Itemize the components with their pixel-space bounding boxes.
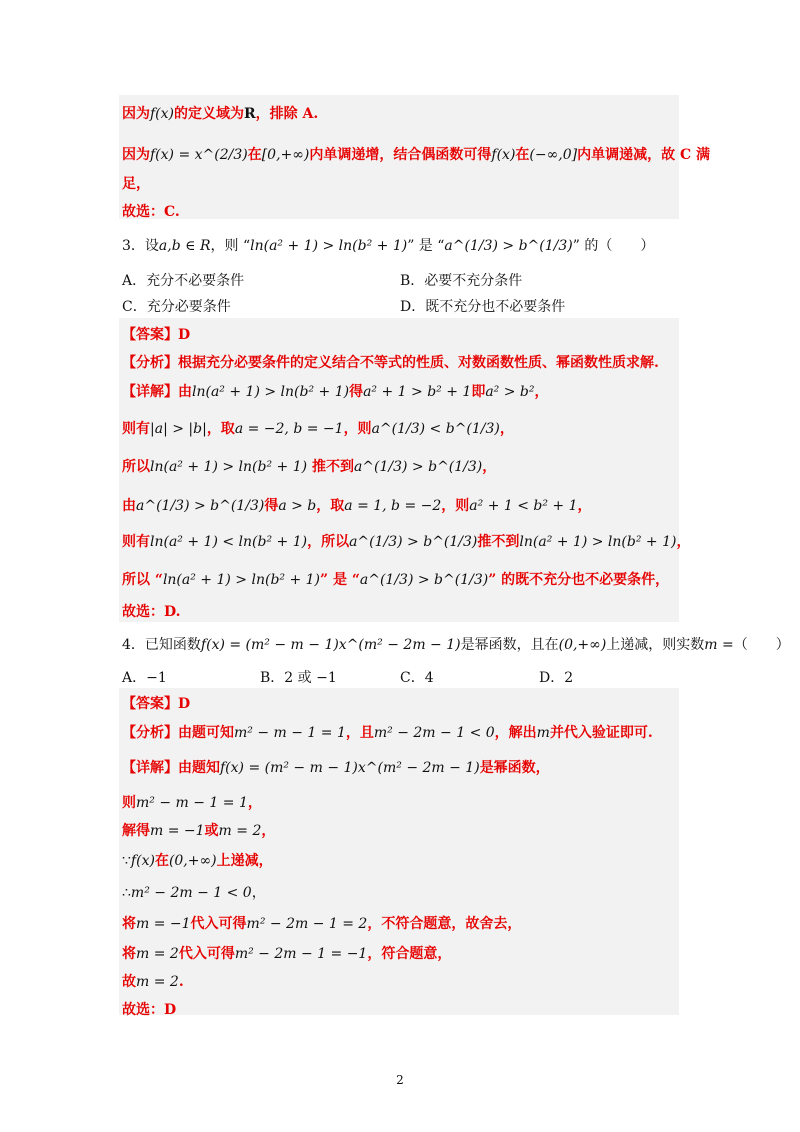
q3-stem: 3．设a,b ∈ R，则 “ln(a² + 1) > ln(b² + 1)” 是 “a^(1/3) > b^(1/3)” 的（ ）	[122, 238, 655, 254]
q3-option-b: B．必要不充分条件	[400, 273, 523, 289]
prev-solution-line1: 因为f(x)的定义域为R，排除 A.	[122, 106, 319, 122]
q4-option-d: D．2	[539, 670, 574, 686]
q3-answer: 【答案】D	[122, 327, 191, 343]
q3-option-c: C．充分必要条件	[122, 299, 231, 315]
q4-step1: 则m² − m − 1 = 1，	[122, 795, 262, 811]
q3-detail-line2: 则有|a| > |b|，取a = −2, b = −1，则a^(1/3) < b^(1/3)，	[122, 421, 514, 437]
q3-option-a: A．充分不必要条件	[122, 273, 245, 289]
q4-detail-intro: 【详解】由题知f(x) = (m² − m − 1)x^(m² − 2m − 1)是幂函数，	[122, 760, 550, 776]
prev-solution-line4: 故选：C.	[122, 204, 180, 220]
page-number: 2	[396, 1073, 404, 1087]
q4-step4: ∴m² − 2m − 1 < 0，	[122, 885, 266, 901]
q4-option-c: C．4	[400, 670, 434, 686]
q3-analysis: 【分析】根据充分必要条件的定义结合不等式的性质、对数函数性质、幂函数性质求解.	[122, 355, 659, 371]
q4-step2: 解得m = −1或m = 2，	[122, 823, 276, 839]
q4-stem: 4．已知函数f(x) = (m² − m − 1)x^(m² − 2m − 1)是幂函数，且在(0,+∞)上递减，则实数m =（ ）	[122, 637, 790, 653]
prev-solution-line3: 足，	[122, 176, 150, 192]
q3-detail-line6: 所以 “ln(a² + 1) > ln(b² + 1)” 是 “a^(1/3) > b^(1/3)” 的既不充分也不必要条件，	[122, 572, 670, 588]
q4-step6: 将m = 2代入可得m² − 2m − 1 = −1，符合题意，	[122, 946, 452, 962]
q3-option-d: D．既不充分也不必要条件	[400, 299, 566, 315]
q3-detail-line5: 则有ln(a² + 1) < ln(b² + 1)，所以a^(1/3) > b^(1/3)推不到ln(a² + 1) > ln(b² + 1)，	[122, 534, 691, 550]
q4-step5: 将m = −1代入可得m² − 2m − 1 = 2，不符合题意，故舍去，	[122, 916, 522, 932]
q3-conclusion: 故选：D.	[122, 604, 181, 620]
q4-option-a: A．−1	[122, 670, 167, 686]
q4-option-b: B．2 或 −1	[260, 670, 337, 686]
q4-analysis: 【分析】由题可知m² − m − 1 = 1，且m² − 2m − 1 < 0，解出m并代入验证即可.	[122, 725, 653, 741]
q4-step3: ∵f(x)在(0,+∞)上递减，	[122, 853, 273, 869]
q3-detail-line1: 【详解】由ln(a² + 1) > ln(b² + 1)得a² + 1 > b² + 1即a² > b²，	[122, 384, 549, 400]
q3-detail-line3: 所以ln(a² + 1) > ln(b² + 1) 推不到a^(1/3) > b^(1/3)，	[122, 459, 497, 475]
q3-detail-line4: 由a^(1/3) > b^(1/3)得a > b，取a = 1, b = −2，则a² + 1 < b² + 1，	[122, 498, 592, 514]
prev-solution-line2: 因为f(x) = x^(2/3)在[0,+∞)内单调递增，结合偶函数可得f(x)在(−∞,0]内单调递减，故 C 满	[122, 147, 710, 163]
q4-step7: 故m = 2.	[122, 974, 184, 990]
q4-conclusion: 故选：D	[122, 1002, 177, 1018]
q4-answer: 【答案】D	[122, 696, 191, 712]
